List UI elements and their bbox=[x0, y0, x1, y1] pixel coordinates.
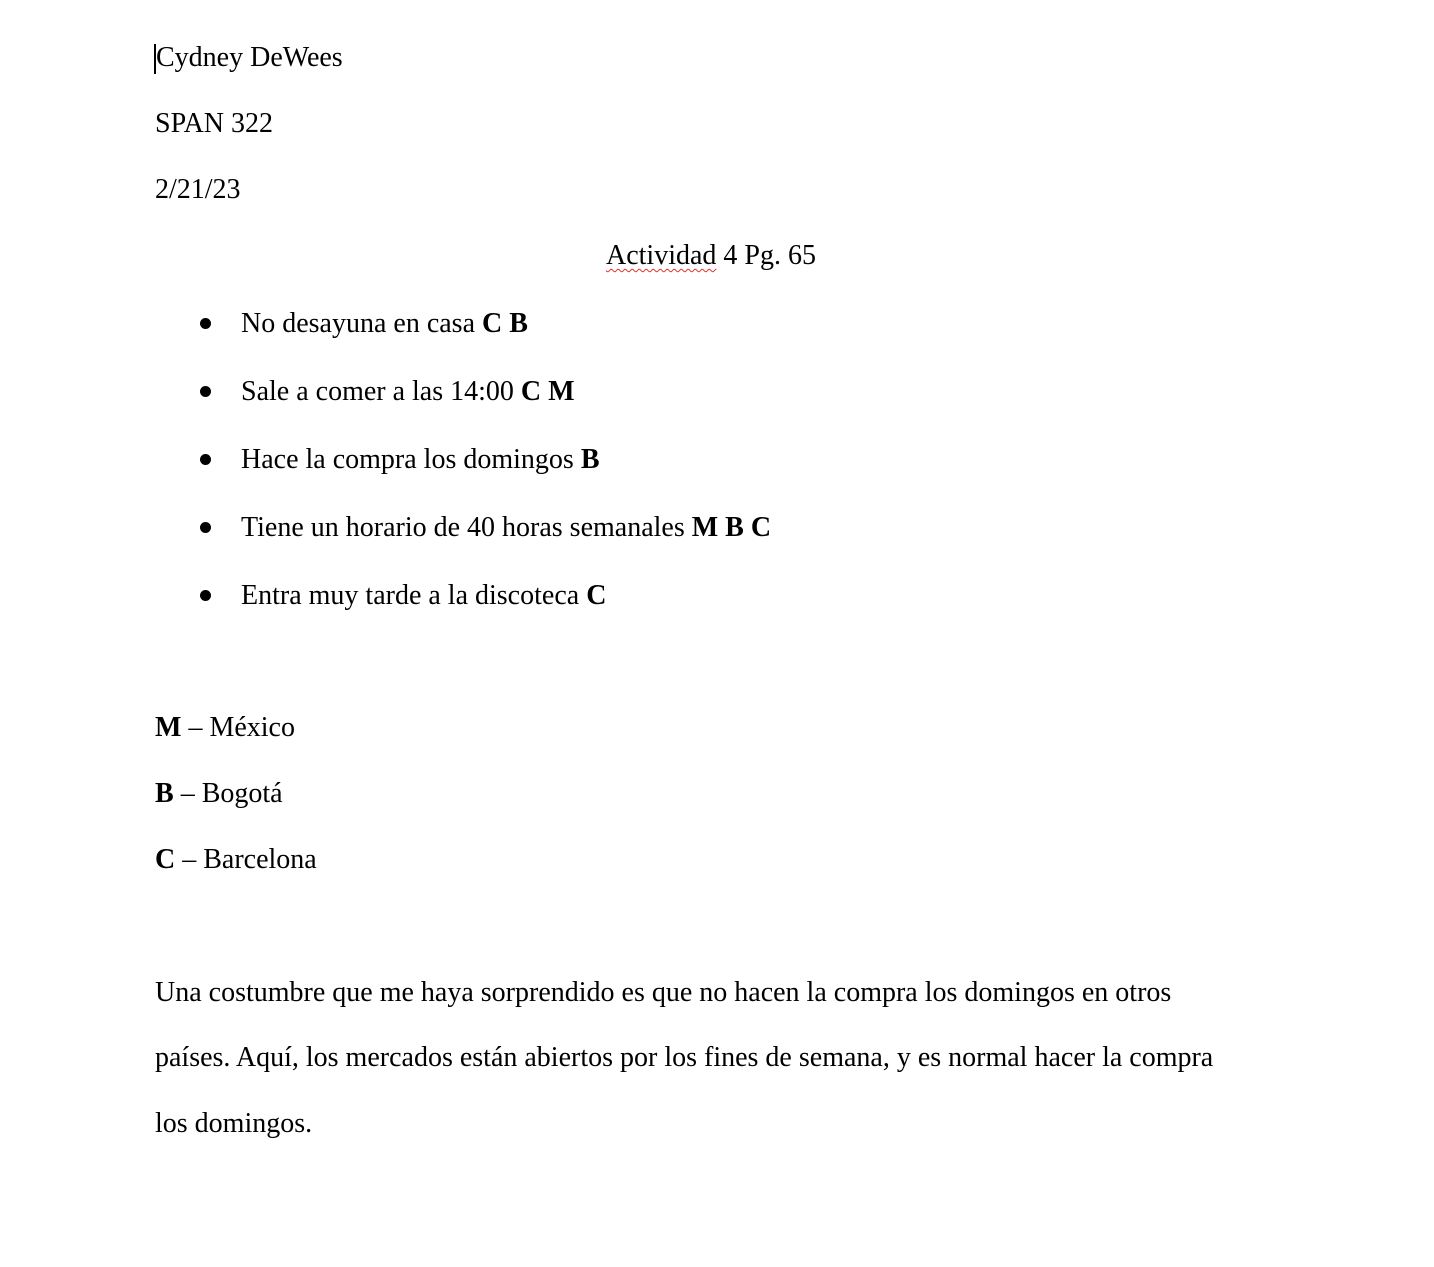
title-word-misspelled[interactable]: Actividad bbox=[606, 240, 717, 271]
legend-code: C bbox=[155, 844, 176, 875]
list-item-codes: B bbox=[580, 444, 600, 475]
list-item-text: Entra muy tarde a la discoteca bbox=[241, 580, 587, 611]
list-item-codes: C M bbox=[520, 376, 575, 407]
list-item-codes: M B C bbox=[691, 512, 772, 543]
document-date: 2/21/23 bbox=[155, 174, 241, 205]
list-item-text: Hace la compra los domingos bbox=[241, 444, 581, 475]
legend-item bbox=[155, 777, 283, 811]
bullet-icon bbox=[200, 386, 211, 397]
paragraph-line: los domingos. bbox=[155, 1108, 313, 1139]
paragraph-line: Una costumbre que me haya sorprendido es que no hacen la compra los domingos en otros bbox=[155, 977, 1172, 1008]
list-item-codes: C B bbox=[482, 308, 528, 339]
legend-code: M bbox=[155, 712, 182, 743]
course-code: SPAN 322 bbox=[155, 108, 274, 139]
legend-code: B bbox=[155, 778, 174, 809]
bullet-icon bbox=[200, 590, 211, 601]
legend-item bbox=[155, 843, 317, 877]
legend-label: – México bbox=[181, 712, 295, 743]
list-item-codes: C bbox=[586, 580, 607, 611]
author-name: Cydney DeWees bbox=[156, 42, 343, 73]
list-item-text: Sale a comer a las 14:00 bbox=[241, 376, 521, 407]
legend-label: – Bogotá bbox=[173, 778, 283, 809]
title-rest: 4 Pg. 65 bbox=[716, 240, 816, 271]
list-item-text: Tiene un horario de 40 horas semanales bbox=[241, 512, 692, 543]
legend-label: – Barcelona bbox=[175, 844, 317, 875]
paragraph-line: países. Aquí, los mercados están abiertos por los fines de semana, y es normal hacer la compra bbox=[155, 1042, 1214, 1073]
bullet-icon bbox=[200, 454, 211, 465]
list-item-text: No desayuna en casa bbox=[241, 308, 483, 339]
bullet-icon bbox=[200, 522, 211, 533]
legend-item bbox=[155, 711, 295, 745]
bullet-icon bbox=[200, 318, 211, 329]
